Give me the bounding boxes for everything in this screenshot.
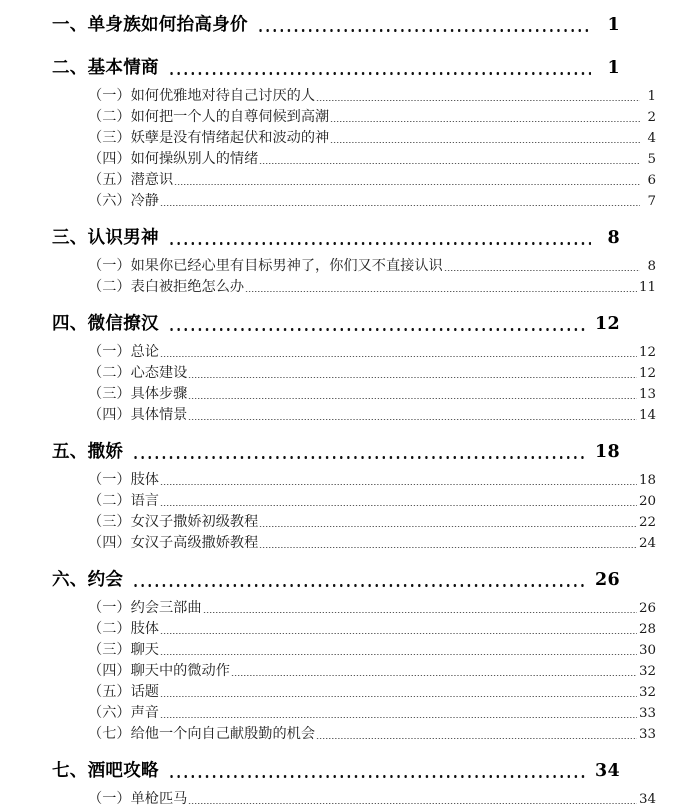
- toc-page-number: 13: [638, 387, 656, 402]
- toc-page-number: 26: [638, 601, 656, 616]
- dot-leader: [132, 563, 588, 597]
- toc-entry-title: 二、基本情商: [52, 58, 159, 78]
- toc-section: [52, 563, 656, 745]
- toc-subsection-list: [52, 789, 656, 810]
- dot-leader: [330, 107, 640, 128]
- toc-entry-level2[interactable]: [52, 384, 656, 405]
- toc-entry-title: （一）约会三部曲: [88, 600, 202, 616]
- dot-leader: [259, 533, 637, 554]
- toc-subsection-list: [52, 256, 656, 298]
- toc-section: [52, 221, 656, 298]
- toc-entry-title: 四、微信撩汉: [52, 314, 159, 334]
- toc-entry-title: （一）如果你已经心里有目标男神了，你们又不直接认识: [88, 258, 443, 274]
- toc-entry-level2[interactable]: [52, 491, 656, 512]
- toc-section: [52, 435, 656, 554]
- dot-leader: [259, 512, 637, 533]
- toc-entry-title: （六）冷静: [88, 193, 159, 209]
- toc-entry-title: 三、认识男神: [52, 228, 159, 248]
- toc-page-number: 12: [595, 314, 620, 334]
- dot-leader: [168, 51, 591, 85]
- toc-entry-level2[interactable]: [52, 470, 656, 491]
- toc-entry-level2[interactable]: [52, 342, 656, 363]
- dot-leader: [257, 8, 591, 42]
- dot-leader: [188, 363, 637, 384]
- dot-leader: [160, 342, 637, 363]
- toc-page-number: 18: [638, 473, 656, 488]
- dot-leader: [160, 491, 637, 512]
- toc-entry-title: （四）如何操纵别人的情绪: [88, 151, 259, 167]
- toc-entry-title: （二）心态建设: [88, 365, 188, 381]
- toc-page-number: 4: [647, 131, 656, 146]
- dot-leader: [174, 170, 640, 191]
- dot-leader: [203, 598, 637, 619]
- toc-entry-level1[interactable]: [52, 754, 620, 788]
- toc-page-number: 8: [607, 228, 620, 248]
- toc-entry-title: （二）语言: [88, 493, 159, 509]
- toc-page-number: 5: [647, 152, 656, 167]
- toc-entry-level2[interactable]: [52, 363, 656, 384]
- toc-entry-level1[interactable]: [52, 435, 620, 469]
- toc-page-number: 33: [638, 727, 656, 742]
- toc-entry-title: （一）肢体: [88, 472, 159, 488]
- toc-entry-title: （一）如何优雅地对待自己讨厌的人: [88, 88, 316, 104]
- toc-entry-level2[interactable]: [52, 724, 656, 745]
- toc-page-number: 26: [595, 570, 620, 590]
- dot-leader: [168, 221, 591, 255]
- toc-entry-title: （一）单枪匹马: [88, 791, 188, 807]
- toc-page-number: 32: [638, 664, 656, 679]
- toc-entry-level2[interactable]: [52, 789, 656, 810]
- toc-entry-title: 七、酒吧攻略: [52, 761, 159, 781]
- toc-entry-title: （三）妖孽是没有情绪起伏和波动的神: [88, 130, 330, 146]
- toc-entry-level1[interactable]: [52, 221, 620, 255]
- toc-page-number: 2: [647, 110, 656, 125]
- toc-page-number: 30: [638, 643, 656, 658]
- dot-leader: [188, 789, 637, 810]
- toc-entry-level2[interactable]: [52, 640, 656, 661]
- toc-entry-level1[interactable]: [52, 8, 620, 42]
- toc-subsection-list: [52, 342, 656, 426]
- toc-page-number: 1: [607, 58, 620, 78]
- toc-page-number: 34: [595, 761, 620, 781]
- toc-page-number: 7: [647, 194, 656, 209]
- dot-leader: [160, 470, 637, 491]
- toc-entry-level2[interactable]: [52, 277, 656, 298]
- toc-page-number: 28: [638, 622, 656, 637]
- toc-entry-level1[interactable]: [52, 307, 620, 341]
- toc-section: [52, 754, 656, 810]
- toc-subsection-list: [52, 598, 656, 745]
- toc-page-number: 32: [638, 685, 656, 700]
- dot-leader: [168, 307, 588, 341]
- toc-page-number: 1: [647, 89, 656, 104]
- toc-entry-level2[interactable]: [52, 533, 656, 554]
- dot-leader: [316, 724, 637, 745]
- toc-page-number: 20: [638, 494, 656, 509]
- toc-entry-level2[interactable]: [52, 682, 656, 703]
- toc-entry-level2[interactable]: [52, 512, 656, 533]
- toc-entry-level2[interactable]: [52, 170, 656, 191]
- toc-section: [52, 51, 656, 212]
- toc-entry-title: 六、约会: [52, 570, 124, 590]
- dot-leader: [330, 128, 640, 149]
- toc-entry-title: （五）话题: [88, 684, 159, 700]
- toc-entry-title: （六）声音: [88, 705, 159, 721]
- toc-page-number: 34: [638, 792, 656, 807]
- dot-leader: [160, 640, 637, 661]
- toc-entry-level2[interactable]: [52, 128, 656, 149]
- toc-entry-level2[interactable]: [52, 149, 656, 170]
- toc-entry-title: （四）具体情景: [88, 407, 188, 423]
- toc-page-number: 24: [638, 536, 656, 551]
- toc-entry-title: 一、单身族如何抬高身价: [52, 15, 248, 35]
- toc-entry-title: 五、撒娇: [52, 442, 124, 462]
- dot-leader: [160, 682, 637, 703]
- dot-leader: [188, 405, 637, 426]
- dot-leader: [168, 754, 588, 788]
- toc-page-number: 33: [638, 706, 656, 721]
- toc-entry-level1[interactable]: [52, 51, 620, 85]
- toc-entry-title: （三）具体步骤: [88, 386, 188, 402]
- toc-entry-level2[interactable]: [52, 107, 656, 128]
- toc-section: [52, 8, 620, 42]
- toc-entry-level2[interactable]: [52, 661, 656, 682]
- toc-entry-title: （四）女汉子高级撒娇教程: [88, 535, 259, 551]
- dot-leader: [188, 384, 637, 405]
- dot-leader: [132, 435, 588, 469]
- toc-entry-title: （二）如何把一个人的自尊伺候到高潮: [88, 109, 330, 125]
- toc-page-number: 8: [647, 259, 656, 274]
- toc-section: [52, 307, 656, 426]
- toc-page-number: 6: [647, 173, 656, 188]
- toc-entry-title: （四）聊天中的微动作: [88, 663, 230, 679]
- toc-entry-level2[interactable]: [52, 619, 656, 640]
- toc-subsection-list: [52, 86, 656, 212]
- toc-entry-title: （三）女汉子撒娇初级教程: [88, 514, 259, 530]
- toc-entry-title: （七）给他一个向自己献殷勤的机会: [88, 726, 316, 742]
- toc-entry-title: （二）肢体: [88, 621, 159, 637]
- toc-entry-level2[interactable]: [52, 86, 656, 107]
- toc-entry-title: （二）表白被拒绝怎么办: [88, 279, 245, 295]
- toc-entry-level2[interactable]: [52, 191, 656, 212]
- dot-leader: [245, 277, 637, 298]
- dot-leader: [316, 86, 640, 107]
- toc-page-number: 14: [638, 408, 656, 423]
- dot-leader: [160, 703, 637, 724]
- toc-entry-level1[interactable]: [52, 563, 620, 597]
- toc-subsection-list: [52, 470, 656, 554]
- dot-leader: [160, 619, 637, 640]
- dot-leader: [160, 191, 640, 212]
- toc-entry-level2[interactable]: [52, 256, 656, 277]
- toc-entry-level2[interactable]: [52, 703, 656, 724]
- toc-page-number: 22: [638, 515, 656, 530]
- toc-entry-title: （三）聊天: [88, 642, 159, 658]
- toc-entry-title: （一）总论: [88, 344, 159, 360]
- toc-page-number: 12: [638, 366, 656, 381]
- dot-leader: [231, 661, 637, 682]
- toc-page-number: 12: [638, 345, 656, 360]
- toc-entry-level2[interactable]: [52, 405, 656, 426]
- toc-page-number: 18: [595, 442, 620, 462]
- dot-leader: [259, 149, 640, 170]
- toc-page-number: 1: [607, 15, 620, 35]
- dot-leader: [444, 256, 640, 277]
- toc-page-number: 11: [638, 280, 656, 295]
- toc-entry-level2[interactable]: [52, 598, 656, 619]
- toc-entry-title: （五）潜意识: [88, 172, 174, 188]
